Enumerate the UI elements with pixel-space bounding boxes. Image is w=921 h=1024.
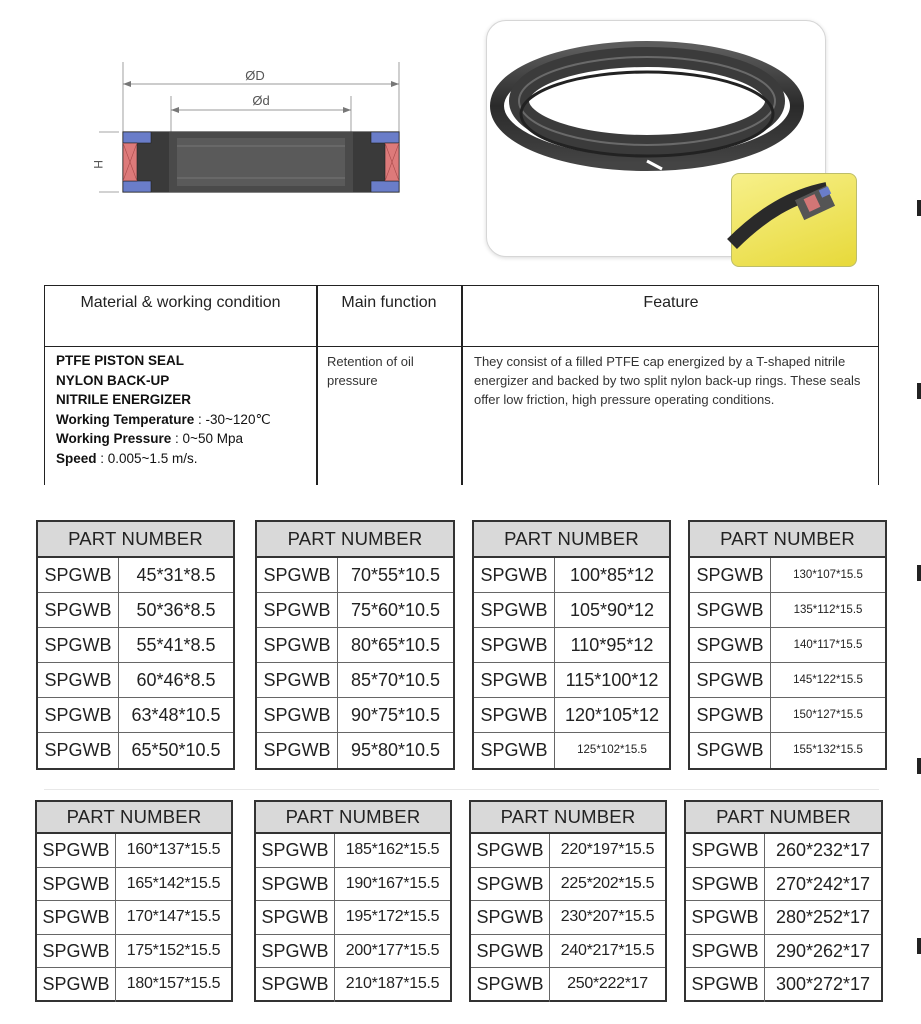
working-pressure: Working Pressure : 0~50 Mpa: [56, 431, 243, 446]
part-row: [474, 558, 669, 593]
header-material: Material & working condition: [80, 294, 281, 311]
header-main-function: Main function: [341, 294, 437, 311]
part-prefix: SPGWB: [38, 628, 119, 662]
part-number-table: [255, 520, 455, 770]
part-size: 80*65*10.5: [350, 635, 441, 655]
part-prefix: SPGWB: [256, 901, 335, 934]
part-row: [37, 834, 231, 868]
part-size: 260*232*17: [775, 840, 871, 860]
part-prefix: SPGWB: [256, 868, 335, 901]
part-size: 175*152*15.5: [126, 941, 221, 959]
part-row: [37, 968, 231, 1002]
part-prefix: SPGWB: [471, 868, 550, 901]
part-size: 75*60*10.5: [350, 600, 441, 620]
part-size: 170*147*15.5: [126, 908, 221, 925]
part-prefix: SPGWB: [38, 733, 119, 768]
part-row: [38, 558, 233, 593]
part-table-header: PART NUMBER: [38, 522, 233, 558]
material-line: NYLON BACK-UP: [56, 372, 170, 388]
part-row: [686, 868, 881, 902]
part-prefix: SPGWB: [686, 834, 765, 867]
part-row: [256, 901, 450, 935]
part-prefix: SPGWB: [37, 901, 116, 934]
part-number-table: [254, 800, 452, 1002]
part-table-header: PART NUMBER: [471, 802, 665, 834]
part-prefix: SPGWB: [474, 733, 555, 768]
part-size: 155*132*15.5: [793, 744, 863, 756]
part-size: 150*127*15.5: [793, 709, 863, 721]
part-row: [471, 868, 665, 902]
part-prefix: SPGWB: [690, 698, 771, 732]
part-size: 180*157*15.5: [126, 975, 221, 992]
part-size: 125*102*15.5: [577, 744, 647, 756]
part-row: [257, 593, 453, 628]
part-row: [257, 663, 453, 698]
part-prefix: SPGWB: [257, 663, 338, 697]
part-row: [686, 834, 881, 868]
part-row: [474, 663, 669, 698]
part-row: [686, 901, 881, 935]
part-size: 280*252*17: [775, 907, 871, 927]
part-size: 100*85*12: [569, 565, 655, 585]
part-prefix: SPGWB: [686, 868, 765, 901]
part-size: 70*55*10.5: [350, 565, 441, 585]
part-row: [471, 968, 665, 1002]
part-row: [690, 558, 885, 593]
part-row: [256, 834, 450, 868]
part-row: [256, 935, 450, 969]
part-size: 290*262*17: [775, 940, 871, 961]
part-table-header: PART NUMBER: [256, 802, 450, 834]
part-prefix: SPGWB: [474, 663, 555, 697]
part-row: [474, 628, 669, 663]
part-table-header: PART NUMBER: [690, 522, 885, 558]
part-prefix: SPGWB: [474, 558, 555, 592]
part-prefix: SPGWB: [37, 834, 116, 867]
part-prefix: SPGWB: [37, 868, 116, 901]
part-size: 50*36*8.5: [136, 600, 216, 620]
main-function-cell: Retention of oil pressure: [327, 354, 414, 388]
part-row: [474, 593, 669, 628]
header-feature: Feature: [643, 294, 699, 311]
part-prefix: SPGWB: [257, 628, 338, 662]
part-prefix: SPGWB: [471, 968, 550, 1002]
part-number-table: [469, 800, 667, 1002]
part-prefix: SPGWB: [690, 733, 771, 768]
part-prefix: SPGWB: [37, 968, 116, 1002]
part-prefix: SPGWB: [474, 628, 555, 662]
part-row: [471, 901, 665, 935]
material-line: PTFE PISTON SEAL: [56, 353, 185, 368]
part-size: 45*31*8.5: [136, 565, 216, 585]
part-prefix: SPGWB: [257, 698, 338, 732]
part-row: [690, 593, 885, 628]
part-size: 90*75*10.5: [350, 705, 441, 725]
part-row: [474, 698, 669, 733]
part-size: 220*197*15.5: [560, 841, 655, 858]
part-prefix: SPGWB: [686, 968, 765, 1002]
part-size: 230*207*15.5: [560, 908, 655, 925]
part-size: 60*46*8.5: [136, 670, 216, 690]
part-prefix: SPGWB: [690, 558, 771, 592]
height-label: H: [91, 160, 105, 169]
part-prefix: SPGWB: [471, 901, 550, 934]
part-row: [37, 868, 231, 902]
part-prefix: SPGWB: [256, 935, 335, 968]
part-size: 135*112*15.5: [793, 604, 863, 616]
part-size: 115*100*12: [565, 670, 659, 690]
outer-diameter-label: ØD: [245, 68, 265, 83]
edge-mark: [917, 565, 921, 581]
part-size: 195*172*15.5: [345, 908, 440, 925]
part-prefix: SPGWB: [686, 935, 765, 968]
part-size: 225*202*15.5: [560, 874, 655, 892]
part-size: 300*272*17: [775, 974, 871, 994]
part-size: 105*90*12: [569, 600, 655, 620]
part-size: 190*167*15.5: [345, 874, 440, 892]
part-row: [474, 733, 669, 768]
part-size: 165*142*15.5: [126, 874, 221, 892]
inner-diameter-label: Ød: [252, 93, 270, 108]
part-prefix: SPGWB: [474, 698, 555, 732]
part-size: 145*122*15.5: [793, 674, 863, 686]
feature-cell: They consist of a filled PTFE cap energized by a T-shaped nitrile energizer and backed by two split nylon back-up rings. These seals offer low friction, high pressure operating conditions.: [474, 354, 861, 407]
material-cell: [45, 347, 316, 487]
part-prefix: SPGWB: [471, 834, 550, 867]
part-size: 240*217*15.5: [560, 941, 655, 959]
part-prefix: SPGWB: [690, 663, 771, 697]
section-divider: [44, 789, 879, 790]
part-prefix: SPGWB: [38, 558, 119, 592]
part-size: 85*70*10.5: [350, 670, 441, 690]
part-table-header: PART NUMBER: [257, 522, 453, 558]
part-size: 63*48*10.5: [131, 705, 221, 725]
part-row: [690, 663, 885, 698]
part-number-table: [36, 520, 235, 770]
part-row: [38, 628, 233, 663]
part-size: 270*242*17: [775, 873, 871, 894]
part-prefix: SPGWB: [257, 593, 338, 627]
part-prefix: SPGWB: [471, 935, 550, 968]
part-table-header: PART NUMBER: [686, 802, 881, 834]
part-size: 160*137*15.5: [126, 841, 221, 858]
seal-section-inset: [731, 173, 857, 267]
part-size: 65*50*10.5: [131, 740, 221, 760]
edge-mark: [917, 758, 921, 774]
part-prefix: SPGWB: [257, 733, 338, 768]
part-row: [257, 698, 453, 733]
part-prefix: SPGWB: [690, 628, 771, 662]
part-row: [38, 733, 233, 768]
part-row: [37, 901, 231, 935]
part-row: [690, 698, 885, 733]
part-prefix: SPGWB: [686, 901, 765, 934]
part-size: 120*105*12: [564, 705, 660, 725]
part-row: [257, 628, 453, 663]
part-number-table: [35, 800, 233, 1002]
part-prefix: SPGWB: [257, 558, 338, 592]
part-row: [690, 628, 885, 663]
part-prefix: SPGWB: [256, 834, 335, 867]
edge-mark: [917, 938, 921, 954]
edge-mark: [917, 200, 921, 216]
part-row: [38, 593, 233, 628]
part-number-table: [472, 520, 671, 770]
part-row: [686, 968, 881, 1002]
seal-cross-section-drawing: [91, 60, 425, 210]
part-prefix: SPGWB: [256, 968, 335, 1002]
material-line: NITRILE ENERGIZER: [56, 392, 192, 407]
part-number-table: [684, 800, 883, 1002]
working-speed: Speed : 0.005~1.5 m/s.: [56, 450, 198, 466]
part-row: [256, 868, 450, 902]
part-prefix: SPGWB: [37, 935, 116, 968]
part-prefix: SPGWB: [38, 593, 119, 627]
part-prefix: SPGWB: [690, 593, 771, 627]
part-size: 200*177*15.5: [345, 941, 440, 959]
edge-mark: [917, 383, 921, 399]
part-row: [257, 558, 453, 593]
part-prefix: SPGWB: [474, 593, 555, 627]
part-table-header: PART NUMBER: [37, 802, 231, 834]
part-size: 110*95*12: [570, 635, 654, 655]
part-size: 250*222*17: [567, 975, 648, 992]
part-prefix: SPGWB: [38, 663, 119, 697]
part-table-header: PART NUMBER: [474, 522, 669, 558]
part-row: [38, 663, 233, 698]
part-prefix: SPGWB: [38, 698, 119, 732]
info-body-row: [45, 347, 878, 487]
part-row: [38, 698, 233, 733]
part-size: 140*117*15.5: [793, 639, 863, 651]
part-row: [37, 935, 231, 969]
part-row: [256, 968, 450, 1002]
part-row: [471, 834, 665, 868]
part-number-table: [688, 520, 887, 770]
part-size: 185*162*15.5: [345, 841, 440, 858]
part-row: [257, 733, 453, 768]
part-size: 130*107*15.5: [793, 569, 863, 581]
part-row: [686, 935, 881, 969]
part-size: 210*187*15.5: [345, 975, 440, 992]
part-row: [690, 733, 885, 768]
material-info-table: [44, 285, 879, 485]
part-size: 95*80*10.5: [350, 740, 441, 760]
part-size: 55*41*8.5: [136, 635, 216, 655]
part-row: [471, 935, 665, 969]
working-temperature: Working Temperature : -30~120℃: [56, 411, 271, 427]
